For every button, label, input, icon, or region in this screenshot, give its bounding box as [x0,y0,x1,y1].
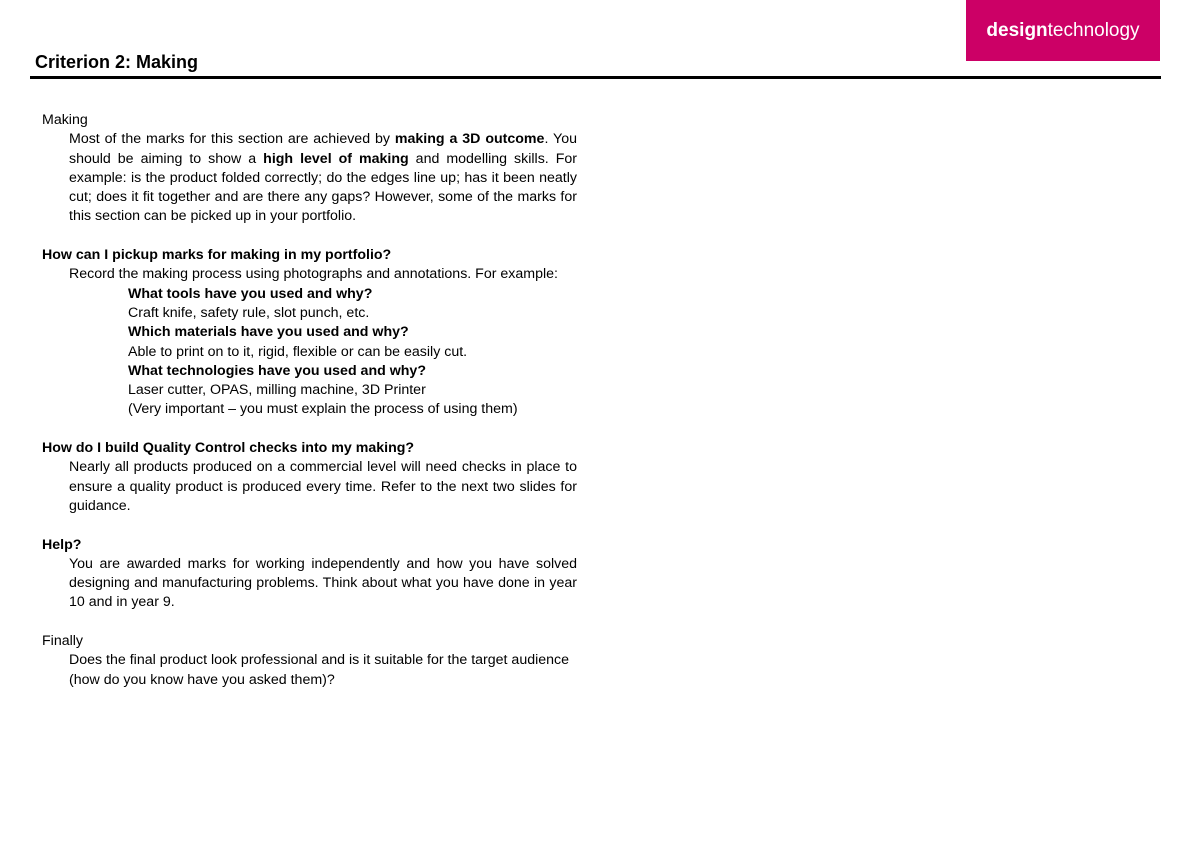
section-intro-portfolio: Record the making process using photographs and annotations. For example: [69,266,558,283]
section-quality [42,439,577,516]
text-run: Most of the marks for this section are achieved by [69,131,395,148]
section-making [42,111,577,227]
title-divider [30,76,1161,79]
section-text-finally: Does the final product look professional and is it suitable for the target audience (how do you know have you asked them)? [69,652,570,688]
question-list [128,285,577,420]
section-heading-finally: Finally [42,633,83,650]
text-run-bold: high level of making [263,150,409,167]
section-heading-making: Making [42,112,88,128]
section-heading-portfolio: How can I pickup marks for making in my portfolio? [42,247,392,264]
text-run-bold: making a 3D outcome [394,131,545,148]
page-title: Criterion 2: Making [35,52,199,72]
content-body [42,111,577,709]
brand-bold-text: design [986,19,1048,41]
question: What technologies have you used and why? [128,362,426,379]
text-run: . You should be aiming to show a [69,131,577,167]
section-heading-quality: How do I build Quality Control checks into my making? [42,440,415,457]
answer: Laser cutter, OPAS, milling machine, 3D Printer [128,382,426,399]
answer: Craft knife, safety rule, slot punch, etc. [128,304,370,321]
question: What tools have you used and why? [128,285,373,302]
section-text-making [69,130,577,226]
section-heading-help: Help? [42,536,82,553]
note: (Very important – you must explain the process of using them) [128,401,518,418]
section-help [42,536,577,613]
question: Which materials have you used and why? [128,324,409,341]
answer: Able to print on to it, rigid, flexible or can be easily cut. [128,343,468,360]
section-text-quality: Nearly all products produced on a commercial level will need checks in place to ensure a quality product is produced every time. Refer to the next two slides for guidance. [69,459,577,514]
brand-regular-text: technology [1047,19,1140,41]
text-run: and modelling skills. For example: is the product folded correctly; do the edges line up; has it been neatly cut; does it fit together and are there any gaps? However, some of the marks for this section can be picked up in your portfolio. [69,150,577,225]
section-finally [42,632,577,690]
brand-logo [966,0,1160,61]
section-portfolio [42,246,577,420]
section-text-help: You are awarded marks for working independently and how you have solved designing and manufacturing problems. Think about what you have done in year 10 and in year 9. [69,555,577,611]
